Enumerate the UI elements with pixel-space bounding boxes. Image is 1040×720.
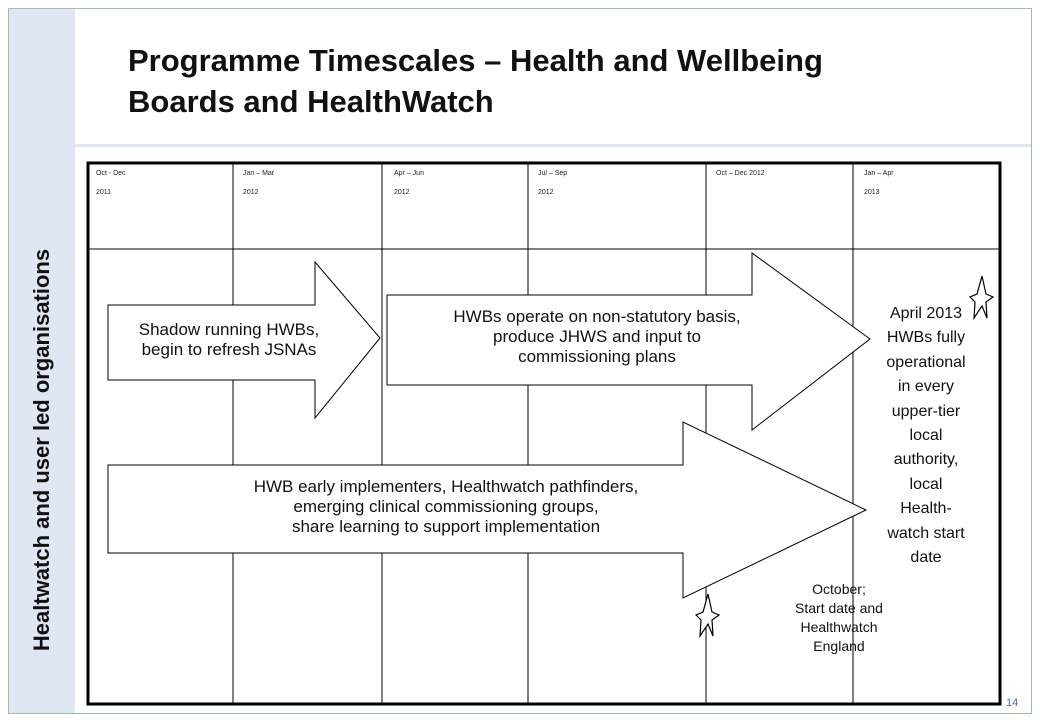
page-number: 14 bbox=[1006, 697, 1019, 709]
column-header-jul-sep-2012: Jul – Sep 2012 bbox=[538, 170, 568, 196]
column-header-jan-apr-2013: Jan – Apr 2013 bbox=[864, 170, 894, 196]
shadow-running-text: Shadow running HWBs, begin to refresh JSNAs bbox=[138, 320, 320, 359]
april-2013-note: April 2013 HWBs fully operational in every upper-tier local authority, local Health- watch start date bbox=[886, 305, 966, 567]
early-implementers-text: HWB early implementers, Healthwatch pathfinders, emerging clinical commissioning groups, share learning to support implementation bbox=[253, 477, 639, 536]
title-line-1: Programme Timescales – Health and Wellbeing bbox=[128, 43, 823, 78]
column-header-oct-dec-2011: Oct - Dec 2011 bbox=[96, 170, 126, 196]
hwb-operate-text: HWBs operate on non-statutory basis, produce JHWS and input to commissioning plans bbox=[453, 307, 741, 366]
october-milestone-star-icon bbox=[696, 594, 719, 636]
title-line-2: Boards and HealthWatch bbox=[128, 84, 494, 119]
sidebar-label: Healtwatch and user led organisations bbox=[29, 248, 54, 652]
october-note: October; Start date and Healthwatch England bbox=[795, 581, 883, 654]
column-header-apr-jun-2012: Apr – Jun 2012 bbox=[394, 170, 424, 196]
column-header-oct-dec-2012: Oct – Dec 2012 bbox=[716, 170, 765, 177]
column-header-jan-mar-2012: Jan – Mar 2012 bbox=[243, 170, 275, 196]
